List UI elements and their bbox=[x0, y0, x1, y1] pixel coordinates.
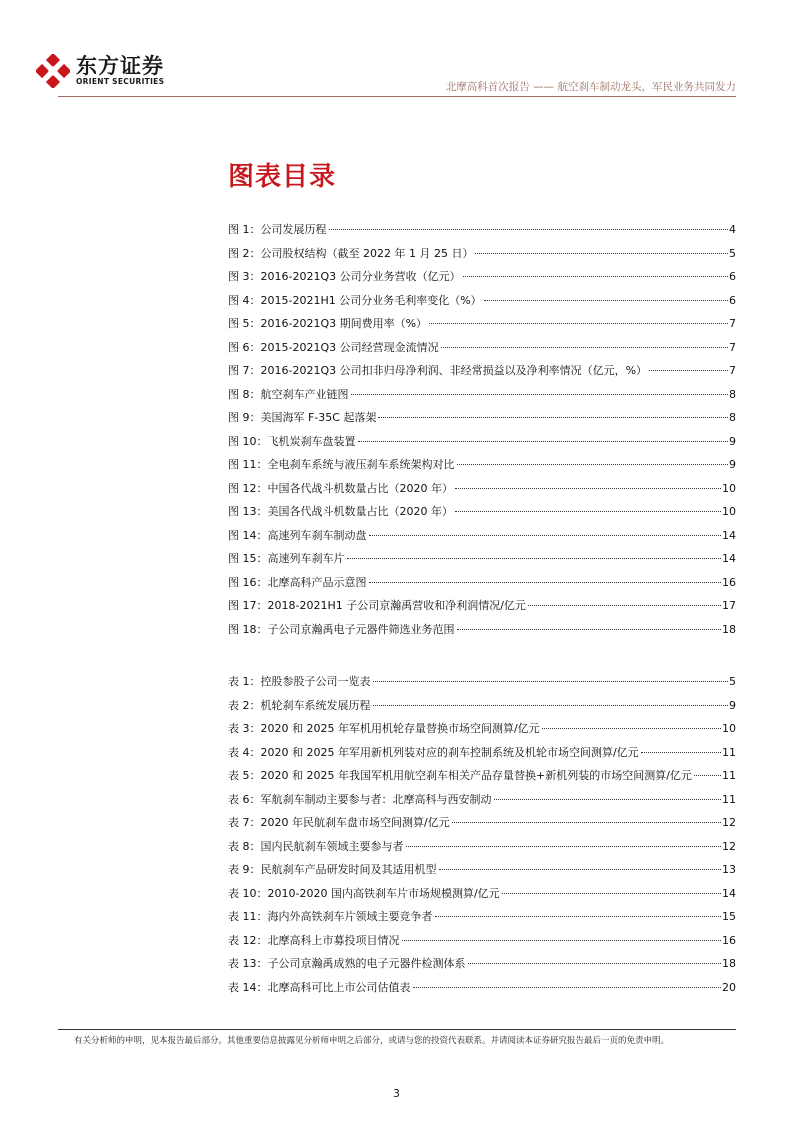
table-toc-row-label: 表 5：2020 和 2025 年我国军机用航空刹车相关产品存量替换+新机列装的市场空间测算/亿元 bbox=[228, 769, 692, 782]
dot-leader bbox=[369, 535, 722, 536]
table-toc-row[interactable] bbox=[228, 791, 736, 815]
table-toc-row-page: 11 bbox=[722, 792, 736, 806]
dot-leader bbox=[441, 347, 728, 348]
figure-toc-row[interactable] bbox=[228, 221, 736, 245]
figure-toc-row-page: 7 bbox=[729, 317, 736, 330]
dot-leader bbox=[435, 916, 722, 917]
table-toc-row-label: 表 1：控股参股子公司一览表 bbox=[228, 675, 371, 688]
figure-toc-row[interactable] bbox=[228, 386, 736, 410]
figure-toc-row-page: 4 bbox=[729, 223, 736, 236]
brand-name-cn: 东方证券 bbox=[76, 54, 164, 78]
dot-leader bbox=[649, 370, 728, 371]
figure-toc-row-label: 图 6：2015-2021Q3 公司经营现金流情况 bbox=[228, 340, 439, 354]
figure-toc-row-label: 图 2：公司股权结构（截至 2022 年 1 月 25 日） bbox=[228, 246, 474, 260]
table-toc-row[interactable] bbox=[228, 979, 736, 1003]
table-toc-row-page: 10 bbox=[722, 722, 736, 735]
dot-leader bbox=[475, 253, 728, 254]
table-toc-row-label: 表 3：2020 和 2025 年军机用机轮存量替换市场空间测算/亿元 bbox=[228, 722, 540, 735]
figure-toc-row-label: 图 1：公司发展历程 bbox=[228, 223, 327, 236]
table-toc-row-label: 表 14：北摩高科可比上市公司估值表 bbox=[228, 980, 411, 994]
header-divider bbox=[58, 96, 736, 97]
table-toc-row[interactable] bbox=[228, 932, 736, 956]
figure-toc-row-page: 14 bbox=[722, 552, 736, 565]
table-toc-row-page: 12 bbox=[722, 816, 736, 829]
table-toc-row[interactable] bbox=[228, 767, 736, 791]
dot-leader bbox=[439, 869, 722, 870]
dot-leader bbox=[457, 464, 729, 465]
dot-leader bbox=[402, 940, 722, 941]
figure-toc-row-label: 图 15：高速列车刹车片 bbox=[228, 552, 345, 565]
dot-leader bbox=[373, 705, 729, 706]
figure-toc-row[interactable] bbox=[228, 456, 736, 480]
figure-toc-row[interactable] bbox=[228, 315, 736, 339]
page-number: 3 bbox=[393, 1087, 400, 1100]
dot-leader bbox=[494, 799, 722, 800]
table-toc-row-page: 12 bbox=[722, 839, 736, 853]
table-toc-row-page: 5 bbox=[729, 675, 736, 688]
dot-leader bbox=[468, 963, 722, 964]
figure-toc-row-label: 图 3：2016-2021Q3 公司分业务营收（亿元） bbox=[228, 270, 461, 283]
table-toc-row-page: 18 bbox=[722, 957, 736, 970]
dot-leader bbox=[463, 276, 728, 277]
figure-toc-row-page: 5 bbox=[729, 246, 736, 260]
figure-toc-row[interactable] bbox=[228, 339, 736, 363]
dot-leader bbox=[378, 417, 728, 418]
figure-toc-row[interactable] bbox=[228, 550, 736, 574]
dot-leader bbox=[502, 893, 721, 894]
figure-toc-row-label: 图 9：美国海军 F-35C 起落架 bbox=[228, 411, 377, 424]
figure-toc-row-label: 图 11：全电刹车系统与液压刹车系统架构对比 bbox=[228, 458, 455, 471]
table-toc-row[interactable] bbox=[228, 885, 736, 909]
figure-toc-row-page: 7 bbox=[729, 340, 736, 354]
figure-toc-row-label: 图 17：2018-2021H1 子公司京瀚禹营收和净利润情况/亿元 bbox=[228, 599, 526, 612]
table-toc-row-label: 表 12：北摩高科上市募投项目情况 bbox=[228, 933, 400, 947]
table-toc-row[interactable] bbox=[228, 861, 736, 885]
figure-toc-row-label: 图 16：北摩高科产品示意图 bbox=[228, 575, 367, 589]
table-toc-row[interactable] bbox=[228, 744, 736, 768]
figure-toc-row[interactable] bbox=[228, 292, 736, 316]
table-toc-row-page: 11 bbox=[722, 769, 736, 782]
figure-toc-row-label: 图 18：子公司京瀚禹电子元器件筛选业务范围 bbox=[228, 622, 455, 636]
table-toc-row-label: 表 13：子公司京瀚禹成熟的电子元器件检测体系 bbox=[228, 957, 466, 970]
dot-leader bbox=[455, 488, 721, 489]
table-toc-row-label: 表 4：2020 和 2025 年军用新机列装对应的刹车控制系统及机轮市场空间测算/亿元 bbox=[228, 745, 639, 759]
table-toc-row-label: 表 9：民航刹车产品研发时间及其适用机型 bbox=[228, 863, 437, 876]
figure-toc-row[interactable] bbox=[228, 409, 736, 433]
brand-name-en: ORIENT SECURITIES bbox=[76, 77, 165, 86]
figure-toc-row-page: 14 bbox=[722, 528, 736, 542]
table-toc-row[interactable] bbox=[228, 908, 736, 932]
table-toc-row-label: 表 2：机轮刹车系统发展历程 bbox=[228, 698, 371, 712]
table-toc-row-label: 表 8：国内民航刹车领域主要参与者 bbox=[228, 839, 404, 853]
figure-toc-row[interactable] bbox=[228, 621, 736, 645]
table-toc-row-page: 16 bbox=[722, 933, 736, 947]
figure-toc-row-page: 8 bbox=[729, 411, 736, 424]
report-header-title: 北摩高科首次报告 —— 航空刹车制动龙头，军民业务共同发力 bbox=[445, 81, 736, 93]
table-toc-row-page: 14 bbox=[722, 886, 736, 900]
brand-logo bbox=[36, 54, 164, 88]
figure-toc-row-page: 10 bbox=[722, 481, 736, 495]
dot-leader bbox=[452, 822, 721, 823]
figures-list bbox=[228, 221, 736, 644]
figure-toc-row-label: 图 4：2015-2021H1 公司分业务毛利率变化（%） bbox=[228, 293, 482, 307]
dot-leader bbox=[457, 629, 722, 630]
table-toc-row-page: 13 bbox=[722, 863, 736, 876]
dot-leader bbox=[347, 558, 722, 559]
dot-leader bbox=[528, 605, 721, 606]
table-toc-row-page: 15 bbox=[722, 910, 736, 923]
dot-leader bbox=[429, 323, 728, 324]
figure-toc-row-page: 9 bbox=[729, 458, 736, 471]
dot-leader bbox=[455, 511, 721, 512]
table-toc-row-page: 11 bbox=[722, 745, 736, 759]
figure-toc-row-label: 图 13：美国各代战斗机数量占比（2020 年） bbox=[228, 505, 453, 518]
dot-leader bbox=[329, 229, 729, 230]
figure-toc-row[interactable] bbox=[228, 503, 736, 527]
figure-toc-row-page: 18 bbox=[722, 622, 736, 636]
table-toc-row[interactable] bbox=[228, 720, 736, 744]
table-toc-row[interactable] bbox=[228, 814, 736, 838]
dot-leader bbox=[373, 681, 729, 682]
table-toc-row[interactable] bbox=[228, 673, 736, 697]
figure-toc-row[interactable] bbox=[228, 362, 736, 386]
tables-list bbox=[228, 673, 736, 1002]
figure-toc-row[interactable] bbox=[228, 597, 736, 621]
dot-leader bbox=[358, 441, 729, 442]
figure-toc-row-page: 16 bbox=[722, 575, 736, 589]
figure-toc-row-label: 图 5：2016-2021Q3 期间费用率（%） bbox=[228, 317, 428, 330]
table-toc-row[interactable] bbox=[228, 955, 736, 979]
figure-toc-row-page: 10 bbox=[722, 505, 736, 518]
table-toc-row-page: 20 bbox=[722, 980, 736, 994]
orient-securities-logo-icon bbox=[36, 54, 70, 88]
figure-toc-row-label: 图 8：航空刹车产业链图 bbox=[228, 387, 349, 401]
dot-leader bbox=[542, 728, 721, 729]
figure-toc-row-page: 9 bbox=[729, 434, 736, 448]
page-title: 图表目录 bbox=[228, 162, 337, 192]
dot-leader bbox=[413, 987, 722, 988]
figure-toc-row[interactable] bbox=[228, 480, 736, 504]
table-toc-row-label: 表 11：海内外高铁刹车片领域主要竞争者 bbox=[228, 910, 433, 923]
dot-leader bbox=[484, 300, 728, 301]
figure-toc-row[interactable] bbox=[228, 433, 736, 457]
dot-leader bbox=[369, 582, 722, 583]
figure-toc-row[interactable] bbox=[228, 268, 736, 292]
table-toc-row-label: 表 6：军航刹车制动主要参与者：北摩高科与西安制动 bbox=[228, 792, 492, 806]
dot-leader bbox=[406, 846, 722, 847]
footer-divider bbox=[58, 1029, 736, 1030]
figure-toc-row[interactable] bbox=[228, 527, 736, 551]
table-toc-row-label: 表 7：2020 年民航刹车盘市场空间测算/亿元 bbox=[228, 816, 450, 829]
dot-leader bbox=[351, 394, 729, 395]
figure-toc-row-label: 图 12：中国各代战斗机数量占比（2020 年） bbox=[228, 481, 453, 495]
figure-toc-row-page: 7 bbox=[729, 364, 736, 377]
analyst-disclaimer: 有关分析师的申明，见本报告最后部分。其他重要信息披露见分析师申明之后部分，或请与您的投资代表联系。并请阅读本证券研究报告最后一页的免责申明。 bbox=[74, 1036, 670, 1046]
figure-toc-row-page: 17 bbox=[722, 599, 736, 612]
table-toc-row[interactable] bbox=[228, 838, 736, 862]
figure-toc-row-label: 图 14：高速列车刹车制动盘 bbox=[228, 528, 367, 542]
dot-leader bbox=[641, 752, 721, 753]
figure-toc-row-page: 8 bbox=[729, 387, 736, 401]
figure-toc-row-page: 6 bbox=[729, 270, 736, 283]
table-toc-row[interactable] bbox=[228, 697, 736, 721]
table-toc-row-page: 9 bbox=[729, 698, 736, 712]
dot-leader bbox=[694, 775, 721, 776]
figure-toc-row-page: 6 bbox=[729, 293, 736, 307]
figure-toc-row-label: 图 7：2016-2021Q3 公司扣非归母净利润、非经常损益以及净利率情况（亿元，%） bbox=[228, 364, 648, 377]
figure-toc-row[interactable] bbox=[228, 245, 736, 269]
figure-toc-row-label: 图 10：飞机炭刹车盘装置 bbox=[228, 434, 356, 448]
figure-toc-row[interactable] bbox=[228, 574, 736, 598]
table-toc-row-label: 表 10：2010-2020 国内高铁刹车片市场规模测算/亿元 bbox=[228, 886, 500, 900]
